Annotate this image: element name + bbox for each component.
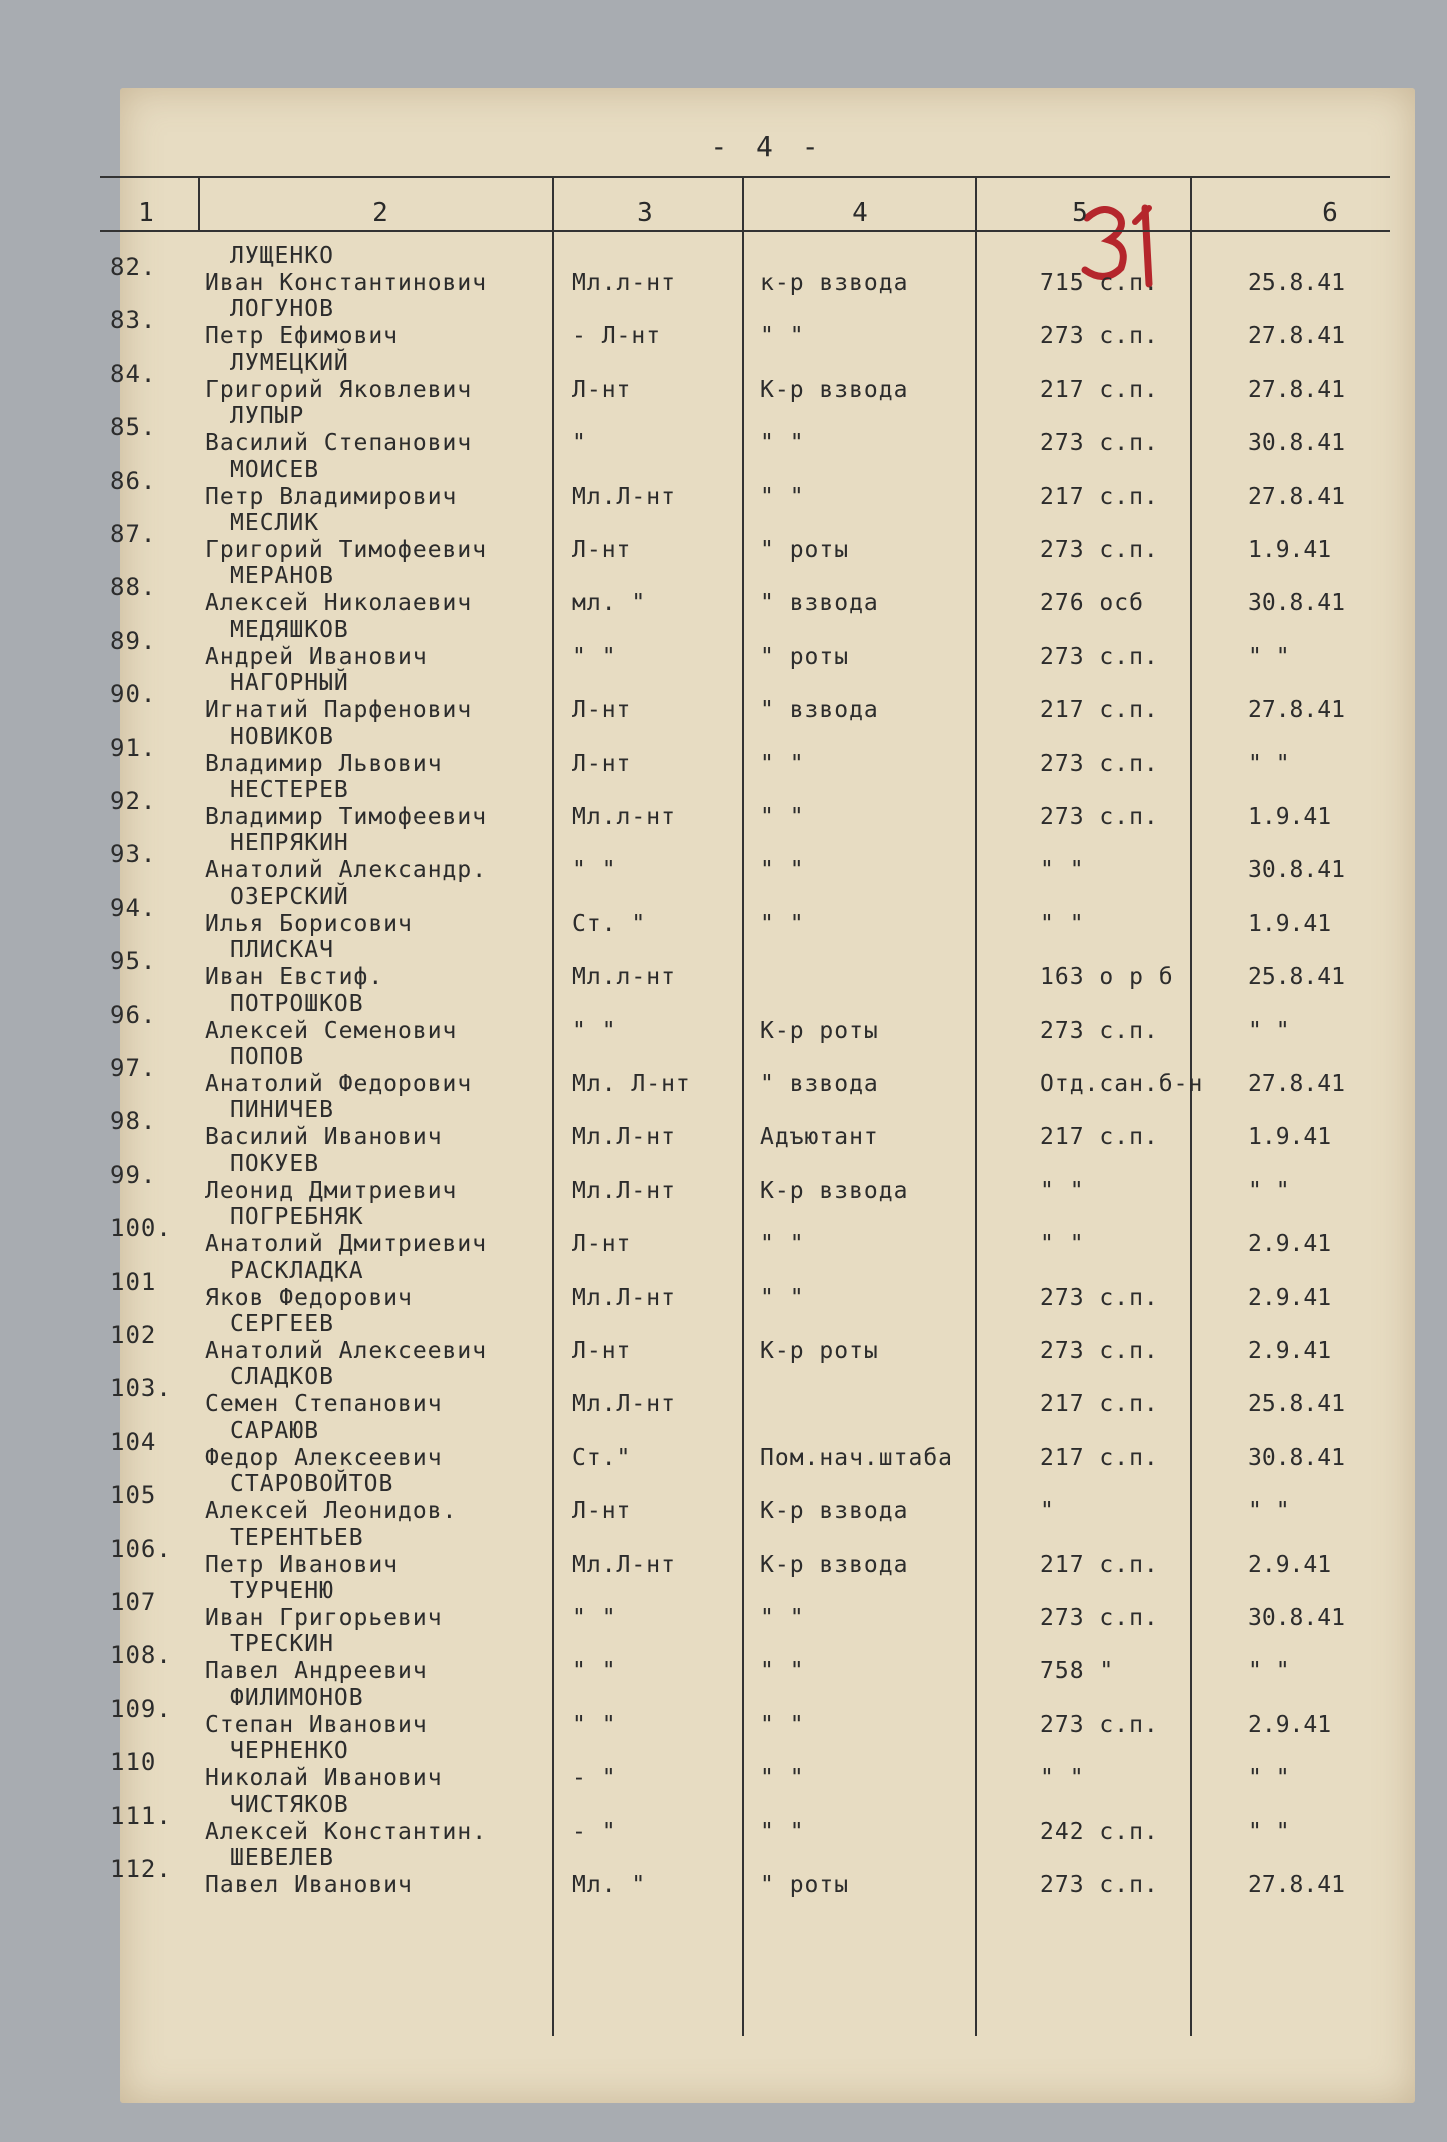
surname: ШЕВЕЛЕВ: [230, 1845, 334, 1871]
unit: " ": [1040, 910, 1085, 937]
row-number: 104: [110, 1427, 157, 1456]
rank: Л-нт: [572, 376, 632, 403]
date: " ": [1248, 1818, 1290, 1845]
unit: 242 с.п.: [1040, 1818, 1159, 1845]
position: " ": [760, 1605, 805, 1631]
given-names: Степан Иванович: [205, 1711, 428, 1738]
given-names: Анатолий Дмитриевич: [205, 1231, 488, 1258]
row-number: 98.: [110, 1107, 157, 1136]
column-header-1: 1: [138, 198, 154, 228]
date: 2.9.41: [1248, 1551, 1332, 1578]
rank: ": [572, 430, 587, 457]
row-number: 109.: [110, 1694, 172, 1723]
date: 30.8.41: [1248, 1605, 1345, 1631]
rank: Мл.Л-нт: [572, 483, 676, 510]
position: " ": [760, 430, 805, 457]
position: " ": [760, 1284, 805, 1311]
column-divider: [198, 176, 200, 232]
date: 2.9.41: [1248, 1711, 1332, 1738]
row-number: 108.: [110, 1641, 172, 1670]
surname: ПОКУЕВ: [230, 1150, 320, 1177]
row-number: 82.: [110, 253, 157, 281]
rank: Мл.Л-нт: [572, 1391, 676, 1418]
given-names: Петр Владимирович: [205, 483, 458, 510]
given-names: Павел Андреевич: [205, 1658, 428, 1685]
given-names: Семен Степанович: [205, 1391, 443, 1418]
table-header-rule: [100, 230, 1390, 232]
row-number: 101: [110, 1267, 157, 1296]
position: К-р роты: [760, 1017, 879, 1044]
rank: мл. ": [572, 590, 647, 617]
rank: " ": [572, 1711, 617, 1738]
row-number: 85.: [110, 413, 157, 442]
position: " ": [760, 483, 805, 510]
date: 27.8.41: [1248, 376, 1345, 403]
surname: ТРЕСКИН: [230, 1631, 334, 1658]
row-number: 87.: [110, 520, 157, 548]
given-names: Игнатий Парфенович: [205, 697, 473, 724]
position: " ": [760, 910, 805, 937]
rank: " ": [572, 857, 617, 884]
date: " ": [1248, 1765, 1290, 1792]
position: " ": [760, 804, 805, 830]
date: " ": [1248, 750, 1290, 777]
row-number: 96.: [110, 1000, 157, 1029]
surname: ПИНИЧЕВ: [230, 1097, 334, 1124]
position: " роты: [760, 537, 850, 563]
given-names: Иван Григорьевич: [205, 1605, 443, 1631]
surname: НАГОРНЫЙ: [230, 670, 349, 697]
unit: 273 с.п.: [1040, 1017, 1159, 1044]
position: Адъютант: [760, 1124, 879, 1151]
column-divider: [975, 176, 977, 2036]
surname: НОВИКОВ: [230, 723, 334, 750]
surname: РАСКЛАДКА: [230, 1257, 364, 1284]
row-number: 110: [110, 1748, 157, 1777]
column-divider: [1190, 176, 1192, 2036]
given-names: Леонид Дмитриевич: [205, 1177, 458, 1204]
position: " ": [760, 1231, 805, 1258]
row-number: 86.: [110, 466, 157, 495]
surname: НЕПРЯКИН: [230, 830, 349, 857]
surname: ТЕРЕНТЬЕВ: [230, 1524, 364, 1551]
date: " ": [1248, 1017, 1290, 1044]
table-top-rule: [100, 176, 1390, 178]
unit: 163 о р б: [1040, 964, 1174, 991]
given-names: Илья Борисович: [205, 910, 413, 937]
given-names: Григорий Тимофеевич: [205, 537, 488, 563]
row-number: 106.: [110, 1534, 172, 1563]
date: 27.8.41: [1248, 483, 1345, 510]
position: Пом.нач.штаба: [760, 1444, 954, 1471]
rank: Мл.Л-нт: [572, 1551, 676, 1578]
row-number: 111.: [110, 1801, 172, 1830]
row-number: 93.: [110, 840, 157, 869]
date: 25.8.41: [1248, 1391, 1345, 1418]
position: К-р роты: [760, 1338, 879, 1364]
row-number: 103.: [110, 1374, 172, 1403]
row-number: 112.: [110, 1855, 172, 1883]
surname: ПЛИСКАЧ: [230, 937, 334, 964]
rank: Мл.л-нт: [572, 270, 676, 296]
rank: Мл.л-нт: [572, 804, 676, 830]
surname: ПОГРЕБНЯК: [230, 1204, 364, 1231]
rank: " ": [572, 643, 617, 670]
surname: ЧИСТЯКОВ: [230, 1791, 349, 1818]
position: к-р взвода: [760, 270, 909, 296]
position: " ": [760, 1711, 805, 1738]
column-header-4: 4: [852, 198, 868, 228]
surname: МЕРАНОВ: [230, 563, 334, 590]
date: 27.8.41: [1248, 323, 1345, 350]
position: " ": [760, 857, 805, 884]
column-divider: [742, 176, 744, 2036]
surname: ЛУМЕЦКИЙ: [230, 349, 349, 376]
surname: ЛУЩЕНКО: [230, 243, 334, 269]
rank: Л-нт: [572, 750, 632, 777]
rank: Л-нт: [572, 537, 632, 563]
date: " ": [1248, 1658, 1290, 1685]
given-names: Федор Алексеевич: [205, 1444, 443, 1471]
position: К-р взвода: [760, 376, 909, 403]
position: " взвода: [760, 590, 879, 617]
unit: " ": [1040, 857, 1085, 884]
document-page: [110, 88, 1415, 2103]
unit: 217 с.п.: [1040, 1391, 1159, 1418]
position: " ": [760, 1765, 805, 1792]
row-number: 97.: [110, 1054, 157, 1082]
rank: Мл.Л-нт: [572, 1124, 676, 1151]
unit: 758 ": [1040, 1658, 1115, 1685]
position: " ": [760, 1658, 805, 1685]
rank: Мл. Л-нт: [572, 1071, 691, 1097]
rank: - Л-нт: [572, 323, 662, 350]
surname: ПОТРОШКОВ: [230, 990, 364, 1017]
position: К-р взвода: [760, 1177, 909, 1204]
given-names: Григорий Яковлевич: [205, 376, 473, 403]
date: 30.8.41: [1248, 1444, 1345, 1471]
given-names: Яков Федорович: [205, 1284, 413, 1311]
date: " ": [1248, 1177, 1290, 1204]
row-number: 92.: [110, 787, 157, 815]
rank: Ст.": [572, 1444, 632, 1471]
row-number: 99.: [110, 1160, 157, 1189]
position: " взвода: [760, 697, 879, 724]
row-number: 89.: [110, 626, 157, 655]
unit: 217 с.п.: [1040, 483, 1159, 510]
unit: 217 с.п.: [1040, 1124, 1159, 1151]
given-names: Владимир Тимофеевич: [205, 804, 488, 830]
unit: 217 с.п.: [1040, 697, 1159, 724]
unit: 273 с.п.: [1040, 537, 1159, 563]
rank: Мл.Л-нт: [572, 1284, 676, 1311]
surname: САРАЮВ: [230, 1417, 320, 1444]
row-number: 83.: [110, 306, 157, 335]
unit: 273 с.п.: [1040, 804, 1159, 830]
rank: Л-нт: [572, 1338, 632, 1364]
date: " ": [1248, 1498, 1290, 1525]
column-header-6: 6: [1322, 198, 1338, 228]
unit: ": [1040, 1498, 1055, 1525]
page-number: - 4 -: [710, 130, 825, 163]
given-names: Иван Константинович: [205, 270, 488, 296]
position: " роты: [760, 643, 850, 670]
surname: ОЗЕРСКИЙ: [230, 883, 349, 910]
date: 30.8.41: [1248, 857, 1345, 884]
given-names: Анатолий Алексеевич: [205, 1338, 488, 1364]
unit: 217 с.п.: [1040, 1551, 1159, 1578]
row-number: 90.: [110, 680, 157, 709]
position: " ": [760, 323, 805, 350]
date: 30.8.41: [1248, 430, 1345, 457]
given-names: Андрей Иванович: [205, 643, 428, 670]
row-number: 95.: [110, 947, 157, 976]
date: 27.8.41: [1248, 1071, 1345, 1097]
unit: 273 с.п.: [1040, 430, 1159, 457]
date: 25.8.41: [1248, 270, 1345, 296]
given-names: Василий Иванович: [205, 1124, 443, 1151]
column-header-3: 3: [637, 198, 653, 228]
surname: МОИСЕВ: [230, 456, 320, 483]
given-names: Павел Иванович: [205, 1872, 413, 1898]
given-names: Петр Ефимович: [205, 323, 399, 350]
rank: Л-нт: [572, 1231, 632, 1258]
unit: " ": [1040, 1765, 1085, 1792]
surname: СЛАДКОВ: [230, 1364, 334, 1391]
date: 1.9.41: [1248, 910, 1332, 937]
given-names: Николай Иванович: [205, 1765, 443, 1792]
position: " ": [760, 1818, 805, 1845]
position: " взвода: [760, 1071, 879, 1097]
rank: Мл.л-нт: [572, 964, 676, 991]
position: " ": [760, 750, 805, 777]
unit: 273 с.п.: [1040, 750, 1159, 777]
unit: 273 с.п.: [1040, 323, 1159, 350]
given-names: Анатолий Александр.: [205, 857, 488, 884]
surname: ЛУПЫР: [230, 403, 305, 430]
unit: 273 с.п.: [1040, 1284, 1159, 1311]
date: 1.9.41: [1248, 537, 1332, 563]
unit: 715 с.п.: [1040, 270, 1159, 296]
surname: ЧЕРНЕНКО: [230, 1738, 349, 1765]
column-divider: [552, 176, 554, 2036]
row-number: 91.: [110, 733, 157, 762]
surname: ПОПОВ: [230, 1044, 305, 1070]
rank: " ": [572, 1605, 617, 1631]
row-number: 105: [110, 1481, 157, 1510]
row-number: 94.: [110, 893, 157, 922]
date: 25.8.41: [1248, 964, 1345, 991]
rank: Мл.Л-нт: [572, 1177, 676, 1204]
rank: Л-нт: [572, 1498, 632, 1525]
column-header-5: 5: [1072, 198, 1088, 228]
given-names: Владимир Львович: [205, 750, 443, 777]
unit: Отд.сан.б-н: [1040, 1071, 1204, 1097]
row-number: 102: [110, 1321, 157, 1349]
given-names: Алексей Николаевич: [205, 590, 473, 617]
row-number: 107: [110, 1588, 157, 1616]
unit: 273 с.п.: [1040, 1605, 1159, 1631]
row-number: 84.: [110, 359, 157, 388]
unit: 273 с.п.: [1040, 643, 1159, 670]
unit: 273 с.п.: [1040, 1338, 1159, 1364]
date: " ": [1248, 643, 1290, 670]
position: " роты: [760, 1872, 850, 1898]
rank: Мл. ": [572, 1872, 647, 1898]
surname: ЛОГУНОВ: [230, 296, 334, 323]
given-names: Алексей Константин.: [205, 1818, 488, 1845]
surname: МЕСЛИК: [230, 510, 320, 536]
row-number: 88.: [110, 573, 157, 602]
row-number: 100.: [110, 1214, 172, 1243]
date: 2.9.41: [1248, 1338, 1332, 1364]
rank: " ": [572, 1017, 617, 1044]
unit: 217 с.п.: [1040, 376, 1159, 403]
date: 1.9.41: [1248, 804, 1332, 830]
surname: ТУРЧЕНЮ: [230, 1578, 334, 1604]
date: 2.9.41: [1248, 1231, 1332, 1258]
unit: 276 осб: [1040, 590, 1144, 617]
date: 30.8.41: [1248, 590, 1345, 617]
unit: 217 с.п.: [1040, 1444, 1159, 1471]
surname: СЕРГЕЕВ: [230, 1311, 334, 1337]
given-names: Василий Степанович: [205, 430, 473, 457]
surname: МЕДЯШКОВ: [230, 616, 349, 643]
surname: НЕСТЕРЕВ: [230, 777, 349, 803]
rank: Л-нт: [572, 697, 632, 724]
date: 2.9.41: [1248, 1284, 1332, 1311]
unit: " ": [1040, 1177, 1085, 1204]
rank: - ": [572, 1818, 617, 1845]
position: К-р взвода: [760, 1551, 909, 1578]
given-names: Алексей Леонидов.: [205, 1498, 458, 1525]
date: 27.8.41: [1248, 1872, 1345, 1898]
date: 1.9.41: [1248, 1124, 1332, 1151]
rank: Ст. ": [572, 910, 647, 937]
given-names: Иван Евстиф.: [205, 964, 384, 991]
date: 27.8.41: [1248, 697, 1345, 724]
given-names: Петр Иванович: [205, 1551, 399, 1578]
given-names: Алексей Семенович: [205, 1017, 458, 1044]
rank: " ": [572, 1658, 617, 1685]
unit: " ": [1040, 1231, 1085, 1258]
surname: СТАРОВОЙТОВ: [230, 1471, 394, 1498]
surname: ФИЛИМОНОВ: [230, 1684, 364, 1711]
position: К-р взвода: [760, 1498, 909, 1525]
column-header-2: 2: [372, 198, 388, 228]
unit: 273 с.п.: [1040, 1711, 1159, 1738]
given-names: Анатолий Федорович: [205, 1071, 473, 1097]
unit: 273 с.п.: [1040, 1872, 1159, 1898]
rank: - ": [572, 1765, 617, 1792]
